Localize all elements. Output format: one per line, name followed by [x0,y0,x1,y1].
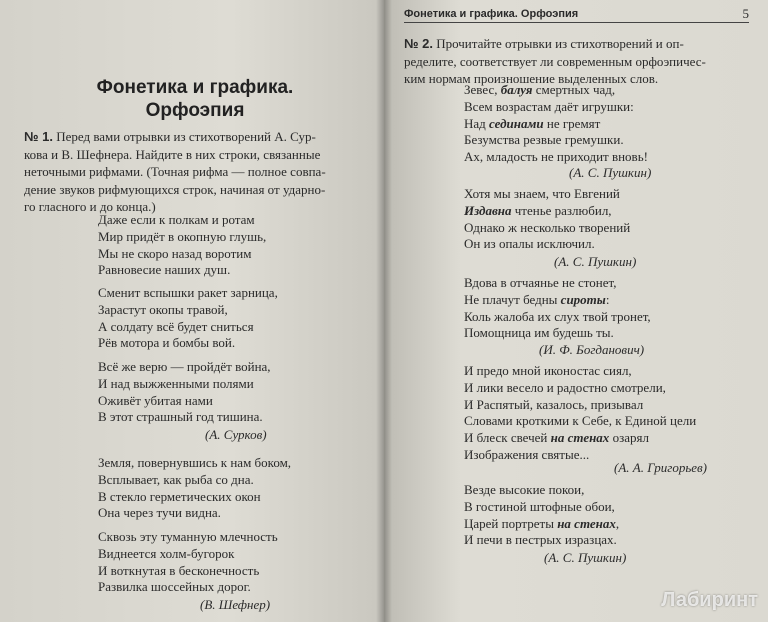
poem-stanza [98,285,278,352]
poem-author: (В. Шефнер) [200,597,271,612]
task-text-line: Прочитайте отрывки из стихотворений и оп- [432,36,684,51]
task-2 [404,35,752,88]
highlighted-word: на стенах [550,430,610,446]
poem-stanza [98,359,271,426]
poem-line: Вдова в отчаянье не стонет, [464,275,617,290]
poem-stanza [98,529,278,596]
section-title [40,76,350,122]
running-header [404,8,749,23]
poem-line: Развилка шоссейных дорог. [98,579,251,595]
task-text-line: кова и В. Шефнера. Найдите в них строки, связанные [24,146,321,162]
poem-line: И печи в пестрых изразцах. [464,532,617,548]
poem-line: Не плачут бедны сироты: [464,291,610,307]
title-line-2: Орфоэпия [145,100,245,121]
poem-stanza [464,82,648,166]
poem-author: (И. Ф. Богданович) [539,342,645,357]
poem-line: Сменит вспышки ракет зарница, [98,285,278,300]
poem-line: Земля, повернувшись к нам боком, [98,455,292,470]
highlighted-word: Издавна [464,202,512,218]
task-text-line: ким нормам произношение выделенных слов. [404,71,659,86]
poem-line: В стекло герметических окон [98,488,261,504]
poem-author: (А. А. Григорьев) [614,460,707,475]
task-number: № 2. [404,36,433,51]
poem-stanza [464,482,619,549]
task-text-line: Перед вами отрывки из стихотворений А. Сур- [52,129,316,144]
task-text-line: ределите, соответствует ли современным орфоэпичес- [404,53,706,69]
right-page [384,0,768,622]
poem-line: Мир придёт в окопную глушь, [98,228,267,244]
poem-line: Издавна чтенье разлюбил, [464,202,612,218]
poem-line: Царей портреты на стенах, [464,515,620,531]
poem-line: И лики весело и радостно смотрели, [464,379,666,395]
highlighted-word: сединами [489,115,544,131]
poem-line: Равновесие наших душ. [98,262,231,278]
poem-line: Везде высокие покои, [464,482,585,497]
poem-line: Зарастут окопы травой, [98,301,228,317]
poem-line: Над сединами не гремят [464,115,601,131]
poem-stanza [464,275,651,342]
poem-line: И Распятый, казалось, призывал [464,396,644,412]
poem-line: Словами кроткими к Себе, к Единой цели [464,413,697,429]
poem-line: Всё же верю — пройдёт война, [98,359,271,374]
highlighted-word: балуя [500,82,533,97]
poem-stanza [464,186,630,253]
task-1 [24,128,359,216]
poem-stanza [98,212,266,279]
poem-line: Всем возрастам даёт игрушки: [464,98,634,114]
poem-line: Ах, младость не приходит вновь! [464,149,648,165]
poem-stanza [464,363,696,464]
poem-line: Безумства резвые гремушки. [464,132,624,148]
poem-author: (А. С. Пушкин) [569,165,652,180]
poem-line: Мы не скоро назад воротим [98,245,252,261]
poem-line: Он из опалы исключил. [464,236,595,252]
poem-line: А солдату всё будет сниться [98,318,254,334]
poem-line: И воткнутая в бесконечность [98,562,260,578]
poem-line: Сквозь эту туманную млечность [98,529,278,544]
poem-line: И блеск свечей на стенах озарял [464,430,649,446]
task-text-line: неточными рифмами. (Точная рифма — полное совпа- [24,164,326,179]
poem-line: В гостиной штофные обои, [464,498,615,514]
poem-line: Изображения святые... [464,446,590,462]
poem-line: Оживёт убитая нами [98,392,213,408]
poem-line: Однако ж несколько творений [464,219,631,235]
poem-line: Она через тучи видна. [98,505,221,521]
poem-line: Зевес, балуя смертных чад, [464,82,616,97]
poem-stanza [98,455,291,522]
poem-line: Даже если к полкам и ротам [98,212,255,227]
task-number: № 1. [24,129,53,144]
poem-line: Коль жалоба их слух твой тронет, [464,308,651,324]
task-text-line: дение звуков рифмующихся строк, начиная от ударно- [24,181,326,197]
poem-line: В этот страшный год тишина. [98,409,263,425]
poem-line: Виднеется холм-бугорок [98,545,235,561]
poem-author: (А. С. Пушкин) [554,254,637,269]
book-spine-shadow [376,0,392,622]
header-title: Фонетика и графика. Орфоэпия [404,8,579,20]
poem-line: Всплывает, как рыба со дна. [98,471,254,487]
highlighted-word: на стенах [557,515,616,531]
poem-author: (А. Сурков) [205,427,267,442]
poem-line: Рёв мотора и бомбы вой. [98,335,236,351]
title-line-1: Фонетика и графика. [96,77,294,98]
poem-line: Хотя мы знаем, что Евгений [464,186,620,201]
poem-author: (А. С. Пушкин) [544,550,627,565]
poem-line: И предо мной иконостас сиял, [464,363,632,378]
watermark-logo: Лабиринт [661,589,758,611]
poem-line: И над выжженными полями [98,375,254,391]
page-number: 5 [742,6,749,21]
task-text-line: го гласного и до конца.) [24,199,156,214]
highlighted-word: сироты [560,291,606,307]
poem-line: Помощница им будешь ты. [464,325,614,341]
